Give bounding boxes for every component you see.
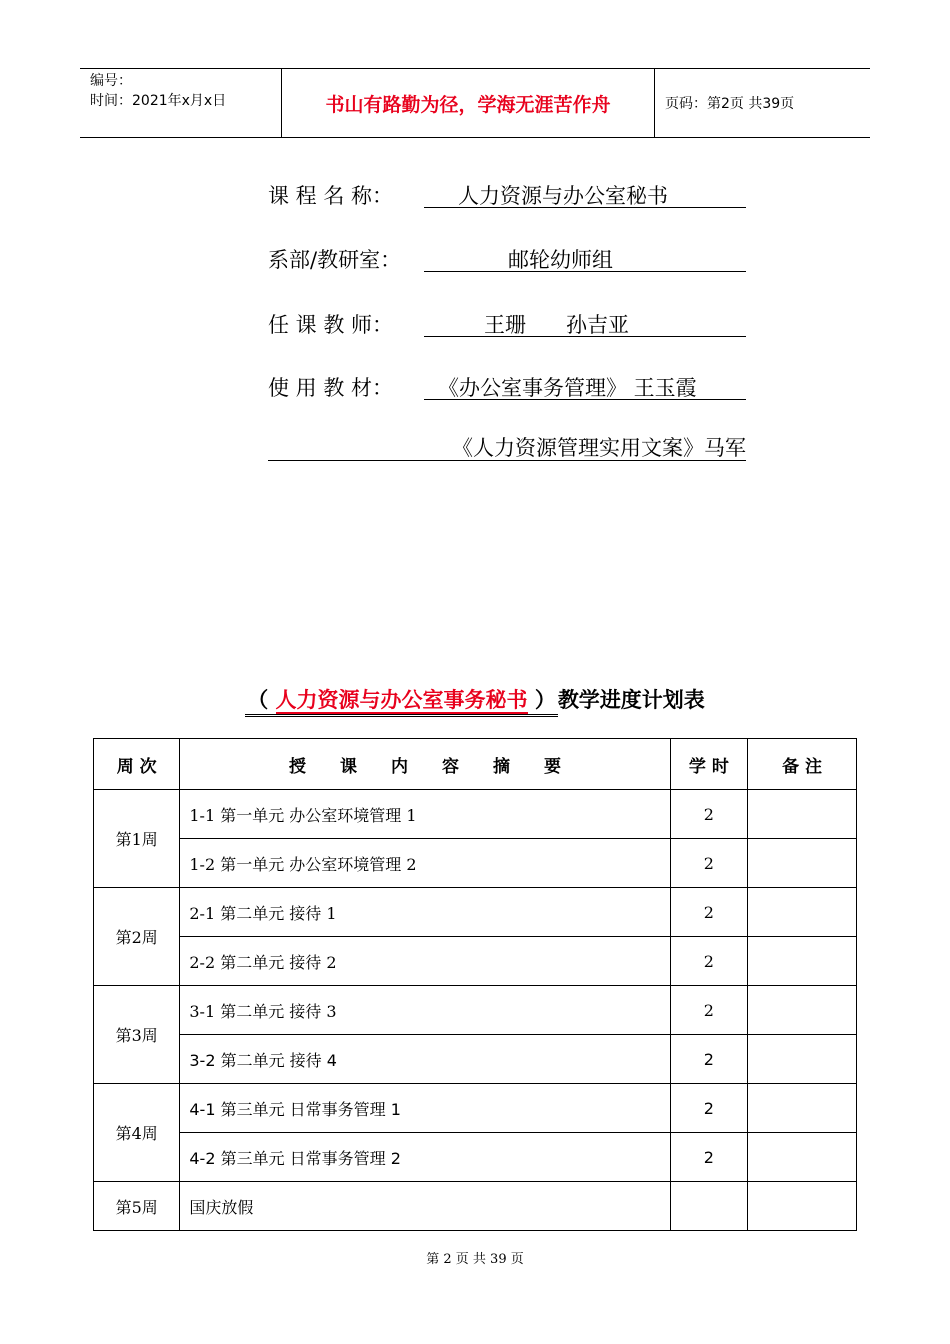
course-title-red: 人力资源与办公室事务秘书	[275, 688, 528, 712]
table-row	[94, 790, 857, 839]
dept-row	[268, 244, 613, 274]
week-cell: 第3周	[94, 986, 180, 1084]
content-cell: 4-2 第三单元 日常事务管理 2	[180, 1133, 670, 1182]
course-name-row	[268, 180, 668, 210]
week-cell: 第4周	[94, 1084, 180, 1182]
course-name-label: 课 程 名 称：	[268, 184, 394, 208]
hours-cell: 2	[670, 937, 748, 986]
content-cell: 2-1 第二单元 接待 1	[180, 888, 670, 937]
open-paren: （	[247, 688, 269, 712]
table-row	[94, 1133, 857, 1182]
content-cell: 1-2 第一单元 办公室环境管理 2	[180, 839, 670, 888]
notes-cell	[748, 790, 857, 839]
time-label: 时间：2021年x月x日	[90, 93, 227, 109]
textbook-value-1: 《办公室事务管理》 王玉霞	[424, 372, 746, 400]
table-row	[94, 888, 857, 937]
content-cell: 1-1 第一单元 办公室环境管理 1	[180, 790, 670, 839]
document-header	[80, 68, 870, 138]
notes-cell	[748, 986, 857, 1035]
textbook-label: 使 用 教 材：	[268, 376, 394, 400]
notes-cell	[748, 937, 857, 986]
hours-cell: 2	[670, 1035, 748, 1084]
teacher-value: 王珊 孙吉亚	[424, 309, 746, 337]
content-cell: 4-1 第三单元 日常事务管理 1	[180, 1084, 670, 1133]
notes-cell	[748, 839, 857, 888]
hours-cell: 2	[670, 839, 748, 888]
content-cell: 国庆放假	[180, 1182, 670, 1231]
textbook-row	[268, 372, 697, 402]
header-motto: 书山有路勤为径，学海无涯苦作舟	[281, 69, 655, 137]
hours-cell	[670, 1182, 748, 1231]
table-row	[94, 937, 857, 986]
header-meta	[80, 69, 280, 137]
header-hours: 学 时	[670, 739, 748, 790]
table-row	[94, 1182, 857, 1231]
notes-cell	[748, 1182, 857, 1231]
hours-cell: 2	[670, 888, 748, 937]
close-paren: ）	[534, 688, 556, 712]
notes-cell	[748, 1133, 857, 1182]
notes-cell	[748, 1035, 857, 1084]
table-row	[94, 986, 857, 1035]
schedule-title-suffix: 教学进度计划表	[557, 688, 705, 712]
dept-label: 系部/教研室：	[268, 248, 402, 272]
course-name-value: 人力资源与办公室秘书	[424, 180, 746, 208]
header-page-info: 页码：第2页 共39页	[665, 96, 795, 112]
header-notes: 备 注	[748, 739, 857, 790]
hours-cell: 2	[670, 1133, 748, 1182]
week-cell: 第2周	[94, 888, 180, 986]
content-cell: 2-2 第二单元 接待 2	[180, 937, 670, 986]
teacher-row	[268, 309, 630, 339]
number-label: 编号：	[90, 73, 132, 89]
week-cell: 第1周	[94, 790, 180, 888]
page-footer: 第 2 页 共 39 页	[426, 1252, 524, 1267]
table-row	[94, 839, 857, 888]
teacher-label: 任 课 教 师：	[268, 313, 394, 337]
hours-cell: 2	[670, 790, 748, 839]
content-cell: 3-1 第二单元 接待 3	[180, 986, 670, 1035]
notes-cell	[748, 888, 857, 937]
content-cell: 3-2 第二单元 接待 4	[180, 1035, 670, 1084]
dept-value: 邮轮幼师组	[424, 244, 746, 272]
header-content: 授 课 内 容 摘 要	[180, 739, 670, 790]
table-row	[94, 1084, 857, 1133]
schedule-title	[0, 684, 950, 717]
header-week: 周 次	[94, 739, 180, 790]
hours-cell: 2	[670, 986, 748, 1035]
textbook-value-2: 《人力资源管理实用文案》马军	[268, 432, 746, 461]
table-row	[94, 1035, 857, 1084]
hours-cell: 2	[670, 1084, 748, 1133]
table-header-row	[94, 739, 857, 790]
notes-cell	[748, 1084, 857, 1133]
schedule-table	[93, 738, 857, 1231]
schedule-title-course	[245, 684, 558, 717]
week-cell: 第5周	[94, 1182, 180, 1231]
